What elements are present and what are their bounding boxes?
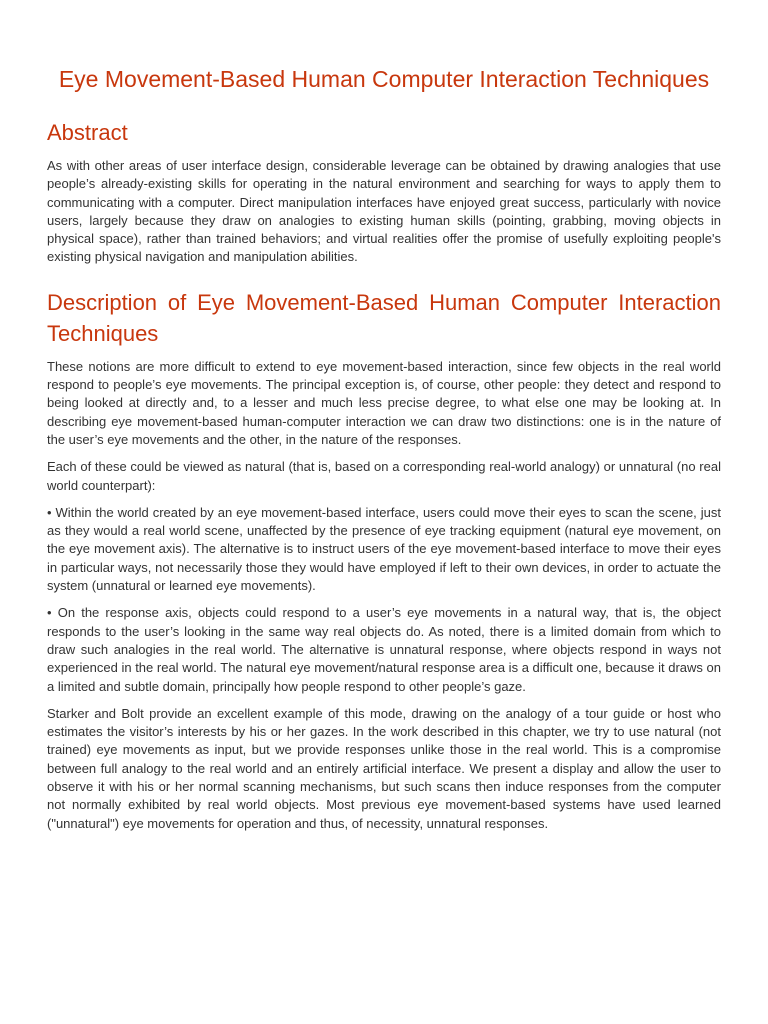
description-paragraph: Starker and Bolt provide an excellent example of this mode, drawing on the analogy of a tour guide or host who estimates the visitor’s interests by his or her gazes. In the work described in this chapter, we try to use natural (not trained) eye movements as input, but we provide responses unlike those in the real world. This is a compromise between full analogy to the real world and an entirely artificial interface. We present a display and allow the user to observe it with his or her normal scanning mechanisms, but such scans then induce responses from the computer not normally exhibited by real world objects. Most previous eye movement-based systems have used learned ("unnatural") eye movements for operation and thus, of necessity, unnatural responses. xyxy=(47,705,721,831)
bullet-paragraph-response-axis: • On the response axis, objects could respond to a user’s eye movements in a natural way, that is, the object responds to the user’s looking in the same way real objects do. As noted, there is a limited domain from which to draw such analogies in the real world. The alternative is unnatural response, where objects respond in ways not experienced in the real world. The natural eye movement/natural response area is a difficult one, because it draws on a limited and subtle domain, principally how people respond to other people’s gaze. xyxy=(47,605,721,694)
abstract-heading: Abstract xyxy=(47,120,128,145)
description-paragraph: These notions are more difficult to extend to eye movement-based interaction, since few objects in the real world respond to people’s eye movements. The principal exception is, of course, other people: they detect and respond to being looked at directly and, to a lesser and much less precise degree, to what else one may be looking at. In describing eye movement-based human-computer interaction we can draw two distinctions: one is in the nature of the user’s eye movements and the other, in the nature of the responses. xyxy=(47,358,721,447)
description-section xyxy=(47,287,721,833)
document-title: Eye Movement-Based Human Computer Interaction Techniques xyxy=(58,66,710,92)
description-heading: Description of Eye Movement-Based Human Computer Interaction Techniques xyxy=(47,289,721,346)
abstract-paragraph: As with other areas of user interface design, considerable leverage can be obtained by drawing analogies that use people’s already-existing skills for operating in the natural environment and searching for ways to apply them to communicating with a computer. Direct manipulation interfaces have enjoyed great success, particularly with novice users, largely because they draw on analogies to existing human skills (pointing, grabbing, moving objects in physical space), rather than trained behaviors; and virtual realities offer the promise of usefully exploiting people's existing physical navigation and manipulation abilities. xyxy=(47,158,721,265)
abstract-section xyxy=(47,117,721,267)
description-paragraph: Each of these could be viewed as natural (that is, based on a corresponding real-world analogy) or unnatural (no real world counterpart): xyxy=(47,459,721,493)
bullet-paragraph-eye-movement-axis: • Within the world created by an eye movement-based interface, users could move their eyes to scan the scene, just as they would a real world scene, unaffected by the presence of eye tracking equipment (natural eye movement, on the eye movement axis). The alternative is to instruct users of the eye movement-based interface to move their eyes in particular ways, not necessarily those they would have employed if left to their own devices, in order to actuate the system (unnatural or learned eye movements). xyxy=(47,504,721,594)
